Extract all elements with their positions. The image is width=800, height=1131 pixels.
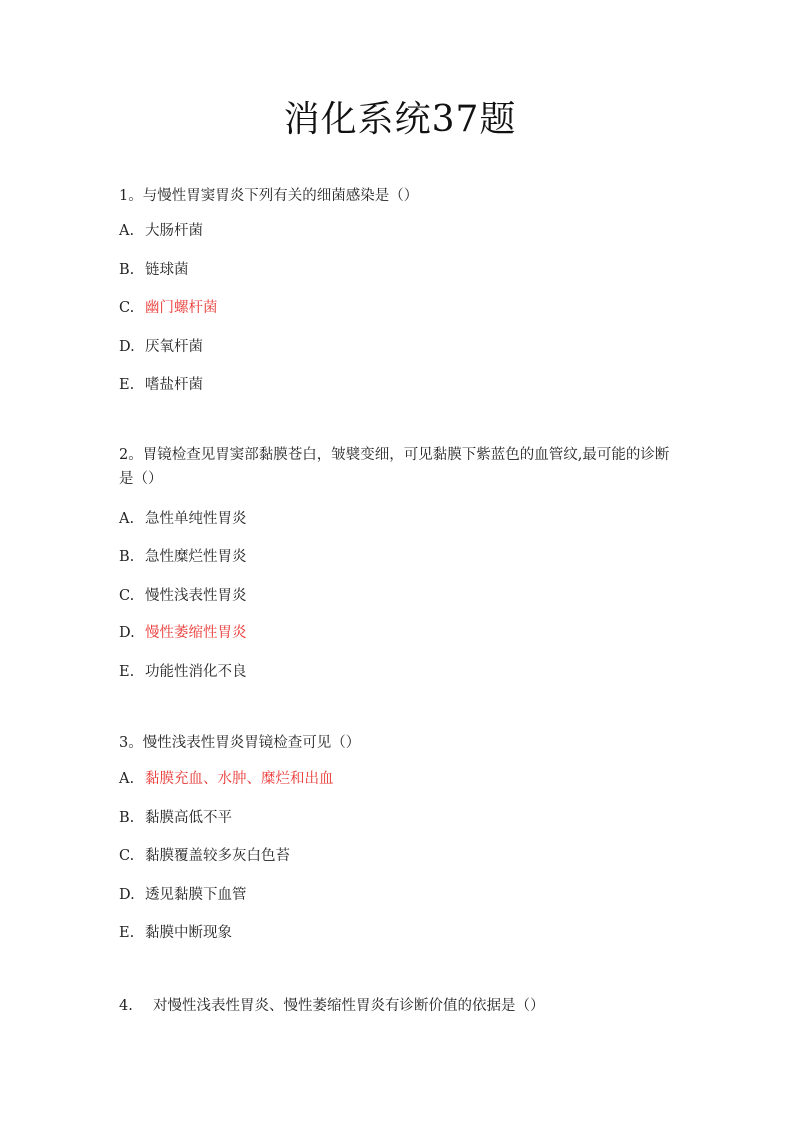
question-1-option-c-correct[interactable] <box>119 297 218 319</box>
question-2-option-a[interactable] <box>119 508 247 530</box>
option-letter: D. <box>119 887 135 903</box>
question-2-stem <box>119 443 679 491</box>
option-letter: C. <box>119 588 135 604</box>
question-2-stem-line-2: 是（） <box>119 471 163 487</box>
question-3-option-a-correct[interactable] <box>119 768 334 790</box>
option-letter: E. <box>119 664 135 680</box>
question-2-option-c[interactable] <box>119 585 247 607</box>
option-letter: A. <box>119 223 135 239</box>
option-text: 急性单纯性胃炎 <box>145 511 247 527</box>
page-title: 消化系统37题 <box>283 99 517 140</box>
option-text: 黏膜覆盖较多灰白色苔 <box>145 848 290 864</box>
question-1-option-e[interactable] <box>119 374 203 396</box>
question-4-number: 4. <box>119 998 133 1014</box>
question-3-option-d[interactable] <box>119 884 247 906</box>
option-text: 厌氧杆菌 <box>145 339 203 355</box>
question-1-stem: 1。与慢性胃窦胃炎下列有关的细菌感染是（） <box>119 188 419 204</box>
option-text: 大肠杆菌 <box>145 223 203 239</box>
option-text: 嗜盐杆菌 <box>145 377 203 393</box>
option-text: 透见黏膜下血管 <box>145 887 247 903</box>
option-letter: B. <box>119 549 135 565</box>
question-2-option-b[interactable] <box>119 546 247 568</box>
option-letter: E. <box>119 377 135 393</box>
question-3-option-e[interactable] <box>119 922 232 944</box>
option-text: 慢性浅表性胃炎 <box>145 588 247 604</box>
option-letter: B. <box>119 810 135 826</box>
option-letter: D. <box>119 625 135 641</box>
option-letter: D. <box>119 339 135 355</box>
question-4-text: 对慢性浅表性胃炎、慢性萎缩性胃炎有诊断价值的依据是（） <box>153 998 545 1014</box>
option-letter: B. <box>119 262 135 278</box>
question-4-stem <box>119 995 545 1017</box>
option-text: 急性糜烂性胃炎 <box>145 549 247 565</box>
option-letter: E. <box>119 925 135 941</box>
option-text: 幽门螺杆菌 <box>145 300 218 316</box>
option-text: 黏膜充血、水肿、糜烂和出血 <box>145 771 334 787</box>
option-letter: C. <box>119 848 135 864</box>
option-text: 功能性消化不良 <box>145 664 247 680</box>
question-1-option-d[interactable] <box>119 336 203 358</box>
question-2-option-d-correct[interactable] <box>119 622 247 644</box>
question-1-option-a[interactable] <box>119 220 203 242</box>
option-letter: A. <box>119 511 135 527</box>
question-2-option-e[interactable] <box>119 661 247 683</box>
option-text: 链球菌 <box>145 262 189 278</box>
option-letter: A. <box>119 771 135 787</box>
question-2-stem-line-1: 2。胃镜检查见胃窦部黏膜苍白，皱襞变细，可见黏膜下紫蓝色的血管纹,最可能的诊断 <box>119 447 670 463</box>
option-text: 黏膜中断现象 <box>145 925 232 941</box>
option-text: 黏膜高低不平 <box>145 810 232 826</box>
question-1-option-b[interactable] <box>119 259 189 281</box>
question-3-option-c[interactable] <box>119 845 290 867</box>
option-text: 慢性萎缩性胃炎 <box>145 625 247 641</box>
question-3-option-b[interactable] <box>119 807 232 829</box>
question-3-stem: 3。慢性浅表性胃炎胃镜检查可见（） <box>119 735 361 751</box>
option-letter: C. <box>119 300 135 316</box>
